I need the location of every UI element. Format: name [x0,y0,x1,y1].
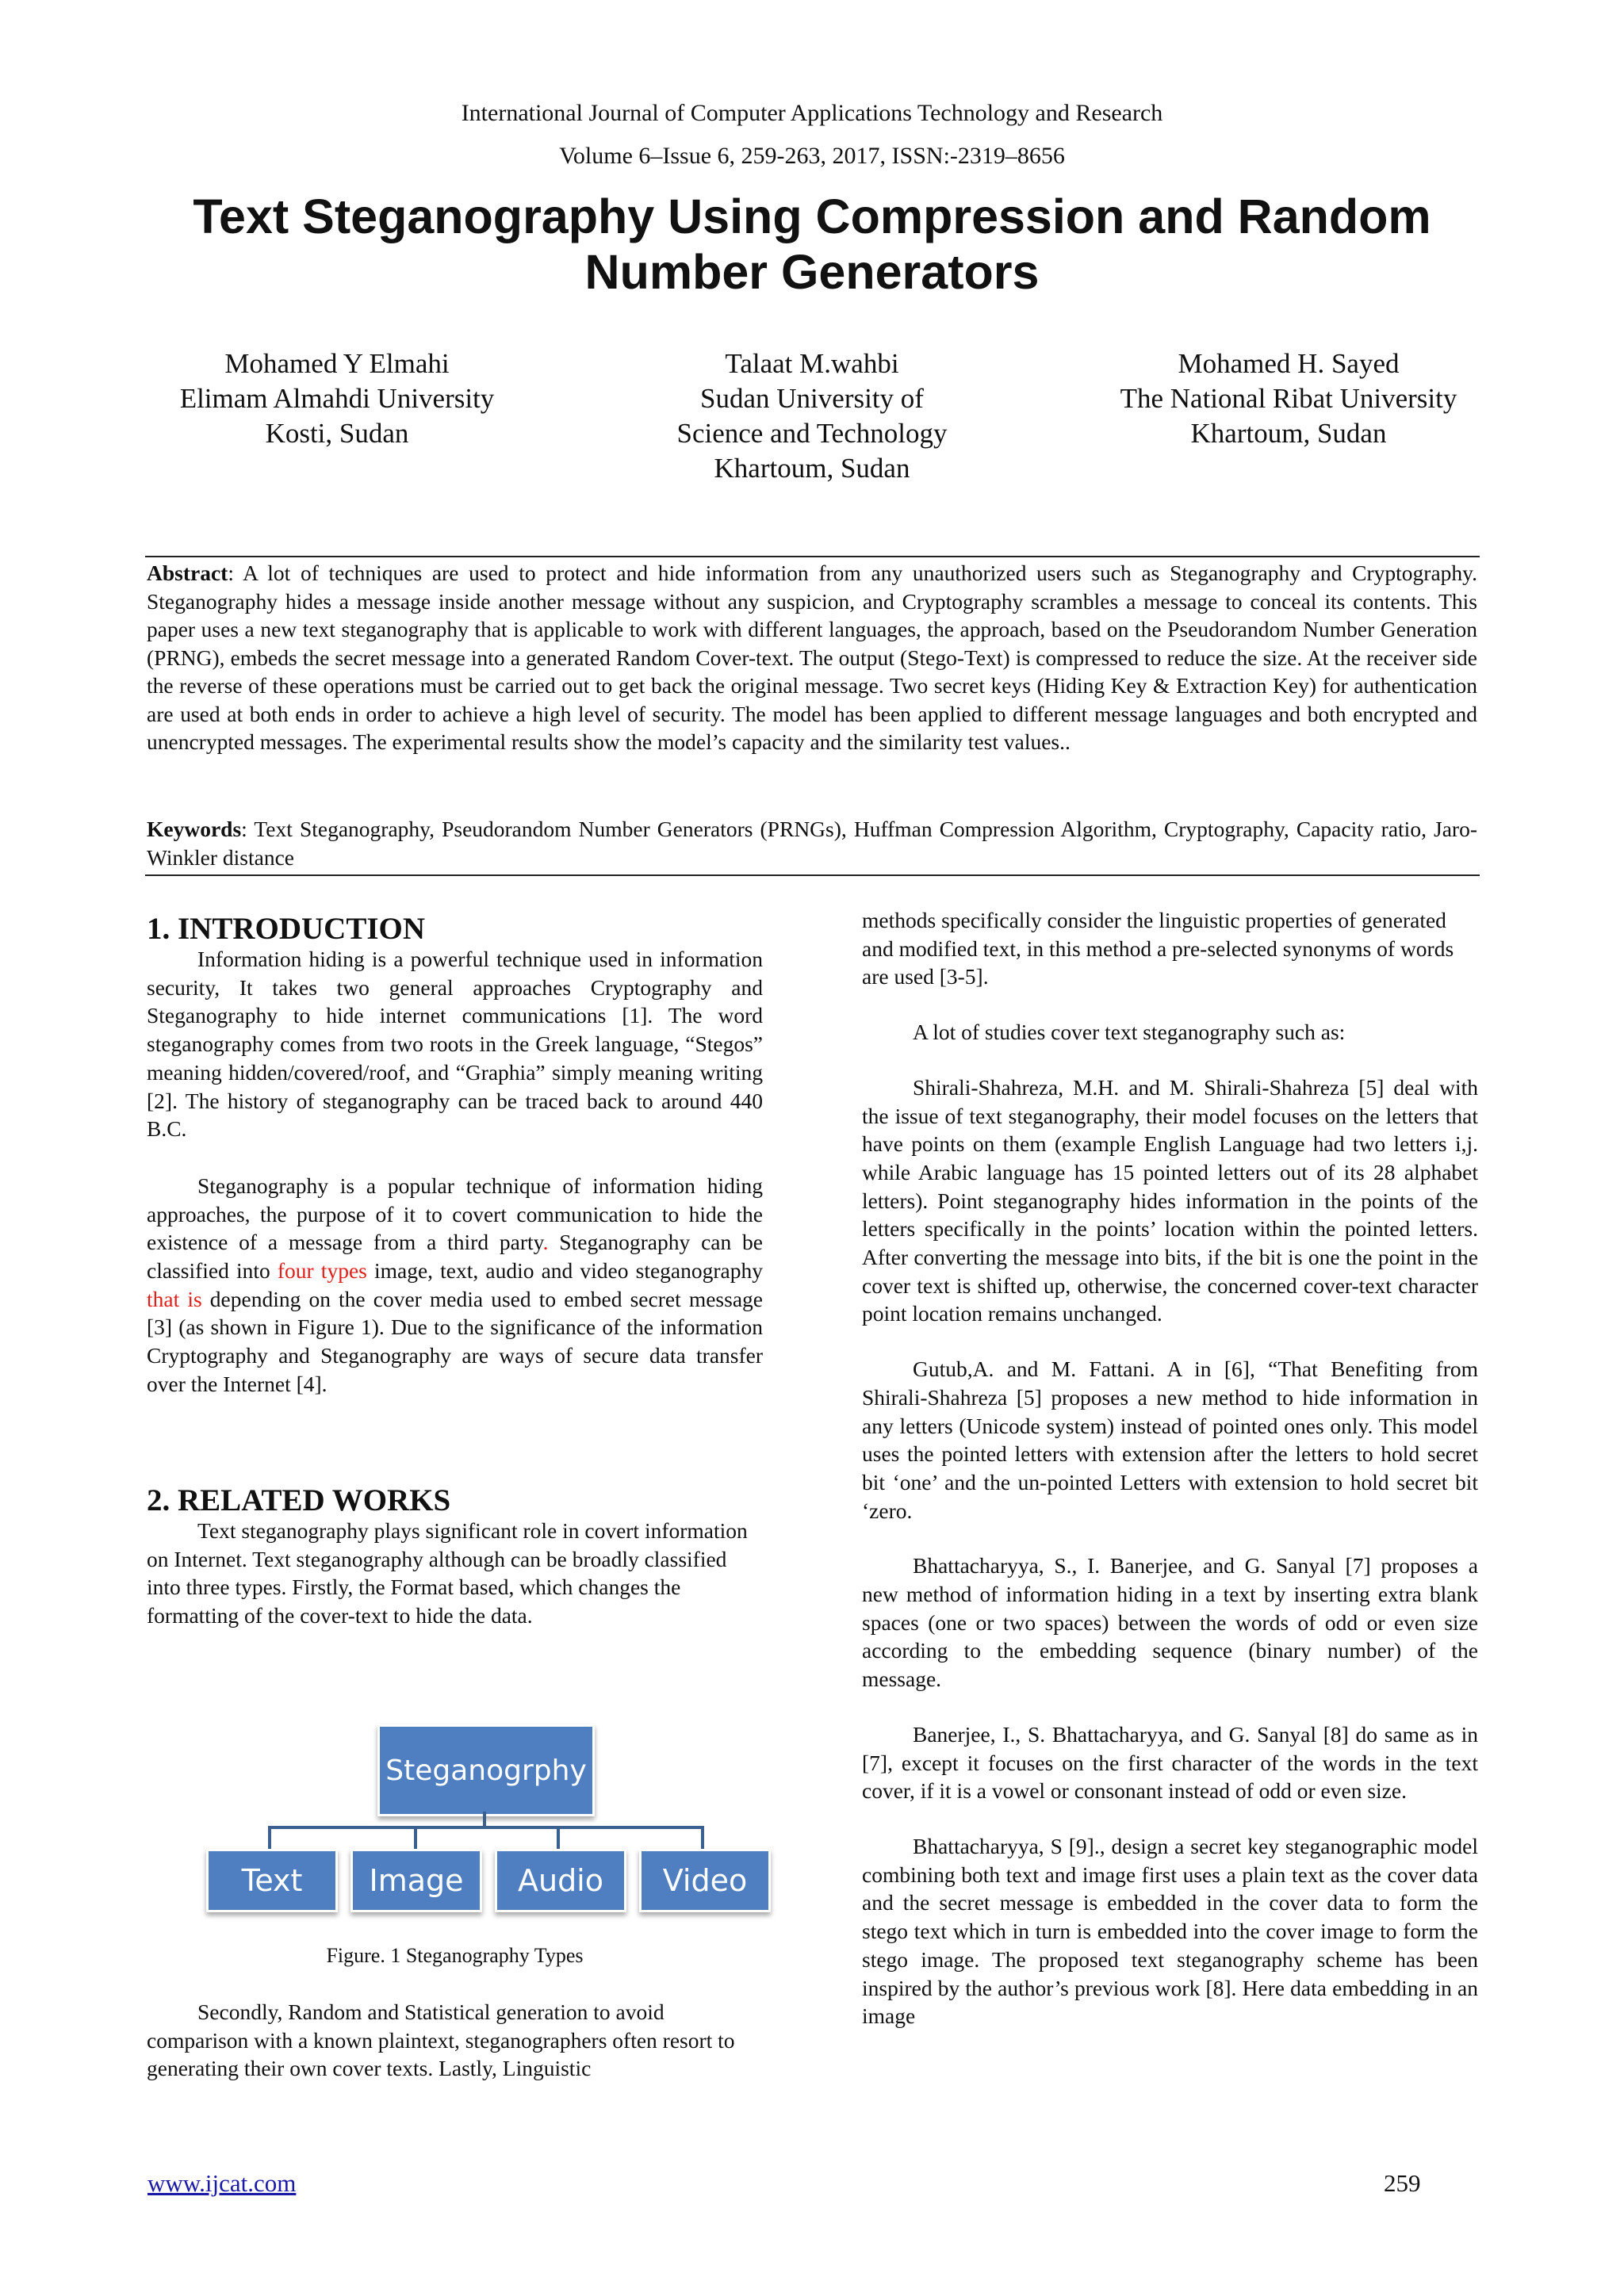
diagram-node-audio: Audio [495,1849,626,1912]
paper-title [119,189,1505,300]
title-line-1: Text Steganography Using Compression and Random [193,189,1431,243]
paragraph: Text steganography plays significant role in covert information on Internet. Text steganography although can be broadly classified into three types. Firstly, the Format based, which changes the formatting of the cover-text to hide the data. [147,1518,748,1628]
paragraph: Shirali-Shahreza, M.H. and M. Shirali-Shahreza [5] deal with the issue of text steganography, their model focuses on the letters that have points on them (example English Language had two letters i,j. while Arabic language has 15 pointed letters out of its 28 alphabet letters). Point steganography hides information in the points of the letters specifically in the points’ location within the pointed letters. After converting the message into bits, if the bit is one the point in the cover text is shifted up, otherwise, the concerned cover-text character point location remains unchanged. [862,1074,1478,1326]
paragraph: Steganography is a popular technique of information hiding approaches, the purpose of it to covert communication to hide the existence of a message from a third party. Steganography can be classified into four types image, text, audio and video steganography that is depending on the cover media used to embed secret message [3] (as shown in Figure 1). Due to the significance of the information Cryptography and Steganography are ways of secure data transfer over the Internet [4]. [147,1173,764,1396]
diagram-node-video: Video [639,1849,771,1912]
keywords [147,815,1477,871]
connector [483,1812,486,1827]
author-location: Khartoum, Sudan [1190,418,1387,449]
steganography-types-diagram [198,1724,769,1915]
journal-name: International Journal of Computer Applications Technology and Research [461,100,1163,126]
author-name: Talaat M.wahbi [725,348,899,379]
paragraph: methods specifically consider the linguistic properties of generated and modified text, in this method a pre-selected synonyms of words are used [3-5]. [862,908,1454,989]
connector [268,1826,703,1829]
author-location: Khartoum, Sudan [714,453,910,484]
paragraph: Gutub,A. and M. Fattani. A in [6], “That Benefiting from Shirali-Shahreza [5] proposes a new method to hide information in any letters (Unicode system) instead of pointed ones only. This model uses the pointed letters with extension after the letters to hold secret bit ‘one’ and the un-pointed Letters with extension to hold secret bit ‘zero. [862,1357,1478,1523]
right-column [862,906,1478,2030]
figure-caption: Figure. 1 Steganography Types [326,1944,584,1967]
author-affiliation: The National Ribat University [1120,383,1457,414]
author-affiliation: Science and Technology [676,418,948,449]
divider [145,874,1480,876]
connector [268,1826,271,1850]
paragraph: A lot of studies cover text steganography such as: [913,1020,1346,1045]
author-location: Kosti, Sudan [265,418,409,449]
highlighted-text: that is [147,1286,202,1311]
paragraph: Bhattacharyya, S., I. Banerjee, and G. Sanyal [7] proposes a new method of information hiding in a text by inserting extra blank spaces (one or two spaces) between the words of odd or even size according to the embedding sequence (binary number) of the message. [862,1553,1478,1692]
author-block-3 [1082,346,1495,451]
author-block-1 [131,346,543,451]
keywords-text: : Text Steganography, Pseudorandom Number Generators (PRNGs), Huffman Compression Algorithm, Cryptography, Capacity ratio, Jaro-Winkler distance [147,817,1477,870]
highlighted-text: four types [277,1258,367,1284]
keywords-label: Keywords [147,817,242,841]
journal-volume: Volume 6–Issue 6, 259-263, 2017, ISSN:-2319–8656 [559,143,1065,169]
diagram-node-image: Image [350,1849,482,1912]
title-line-2: Number Generators [584,245,1040,299]
connector [701,1826,704,1850]
paragraph: Bhattacharyya, S [9]., design a secret key steganographic model combining both text and image first uses a plain text as the cover data and the secret message is embedded in the cover data to form the stego text which in turn is embedded into the cover image to form the stego image. The proposed text steganography scheme has been inspired by the author’s previous work [8]. Here data embedding in an image [862,1833,1478,2029]
journal-website-link[interactable]: www.ijcat.com [147,2169,297,2197]
connector [414,1826,417,1850]
abstract-label: Abstract [147,561,228,585]
divider [145,556,1480,557]
connector [557,1826,560,1850]
author-block-2 [606,346,1018,486]
diagram-node-root: Steganogrphy [377,1724,595,1816]
author-name: Mohamed H. Sayed [1178,348,1400,379]
diagram-node-text: Text [206,1849,338,1912]
abstract [147,559,1477,756]
related-works-continued [147,1998,763,2083]
author-affiliation: Elimam Almahdi University [179,383,495,414]
paragraph: Secondly, Random and Statistical generation to avoid comparison with a known plaintext, steganographers often resort to generating their own cover texts. Lastly, Linguistic [147,1999,735,2081]
page-number: 259 [1384,2169,1421,2197]
author-affiliation: Sudan University of [700,383,924,414]
introduction-section [147,912,763,1399]
abstract-text: : A lot of techniques are used to protect and hide information from any unauthorized users such as Steganography and Cryptography. Steganography hides a message inside another message without any suspicion, and Cryptography scrambles a message to conceal its contents. This paper uses a new text steganography that is applicable to work with different languages, the approach, based on the Pseudorandom Number Generation (PRNG), embeds the secret message into a generated Random Cover-text. The output (Stego-Text) is compressed to reduce the size. At the receiver side the reverse of these operations must be carried out to get back the original message. Two secret keys (Hiding Key & Extraction Key) for authentication are used at both ends in order to achieve a high level of security. The model has been applied to different message languages and both encrypted and unencrypted messages. The experimental results show the model’s capacity and the similarity test values.. [147,561,1477,754]
section-heading: 1. INTRODUCTION [147,912,426,946]
paragraph: Banerjee, I., S. Bhattacharyya, and G. Sanyal [8] do same as in [7], except it focuses on the first character of the words in the text cover, if it is a vowel or consonant instead of odd or even size. [862,1721,1478,1804]
section-heading: 2. RELATED WORKS [147,1483,451,1517]
paragraph: Information hiding is a powerful technique used in information security, It takes two general approaches Cryptography and Steganography to hide internet communications [1]. The word steganography comes from two roots in the Greek language, “Stegos” meaning hidden/covered/roof, and “Graphia” simply meaning writing [2]. The history of steganography can be traced back to around 440 B.C. [147,947,763,1142]
author-name: Mohamed Y Elmahi [224,348,450,379]
related-works-section [147,1483,763,1630]
